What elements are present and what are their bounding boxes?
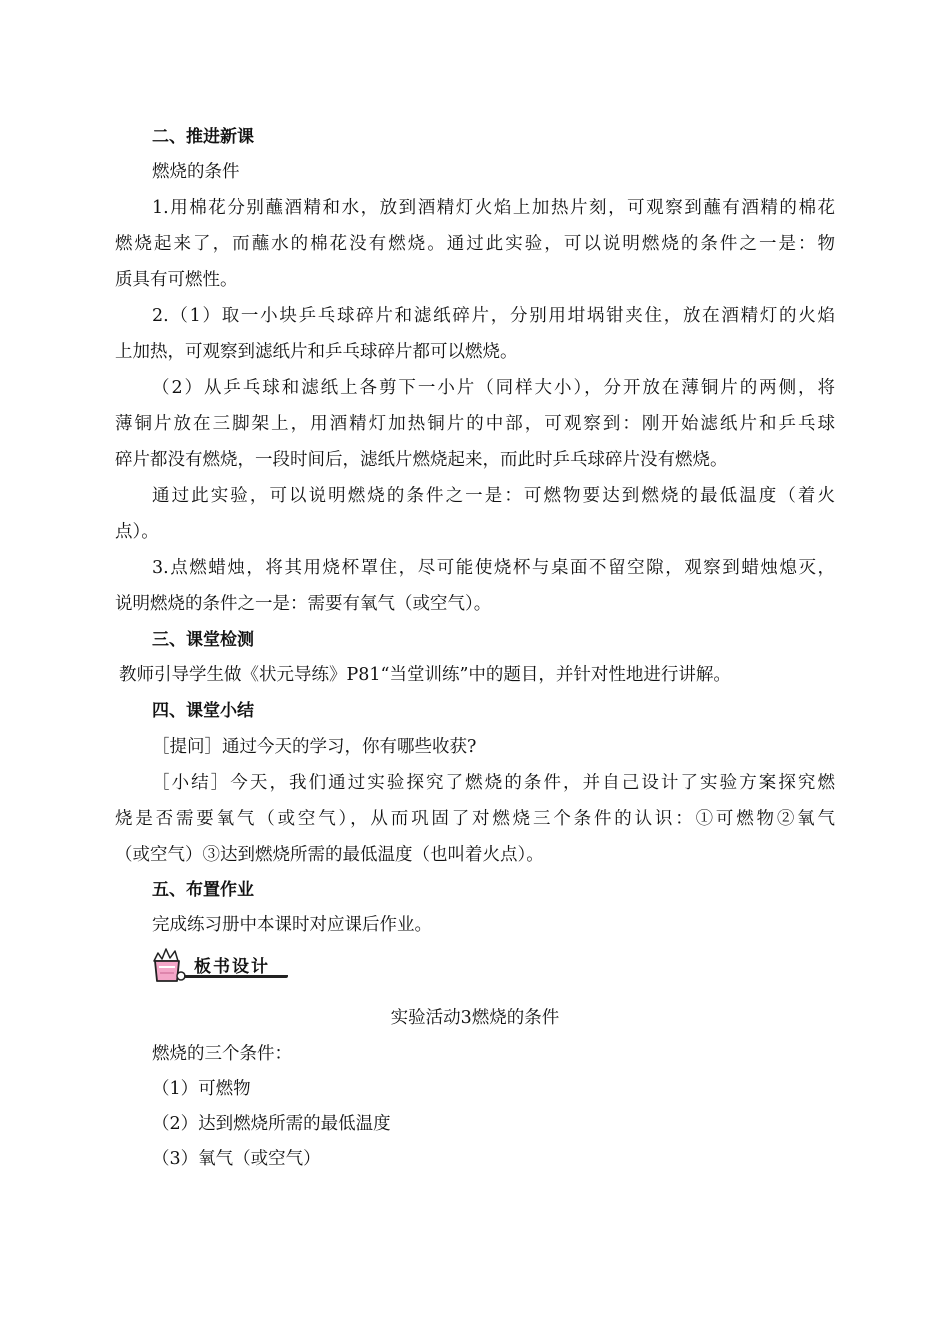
summary-question: ［提问］通过今天的学习，你有哪些收获?	[152, 737, 477, 757]
paragraph-line: 质具有可燃性。	[115, 270, 238, 290]
board-list-item: （3）氧气（或空气）	[152, 1149, 321, 1169]
paragraph-line: 烧是否需要氧气（或空气），从而巩固了对燃烧三个条件的认识：①可燃物②氧气	[115, 809, 835, 829]
paragraph-line: 薄铜片放在三脚架上，用酒精灯加热铜片的中部，可观察到：刚开始滤纸片和乒乓球	[115, 414, 835, 434]
paragraph-line: ［小结］今天，我们通过实验探究了燃烧的条件，并自己设计了实验方案探究燃	[152, 773, 835, 793]
paragraph-line: 上加热，可观察到滤纸片和乒乓球碎片都可以燃烧。	[115, 342, 518, 362]
paragraph-line: 碎片都没有燃烧，一段时间后，滤纸片燃烧起来，而此时乒乓球碎片没有燃烧。	[115, 450, 728, 470]
paragraph-line: 说明燃烧的条件之一是：需要有氧气（或空气）。	[115, 594, 492, 614]
section-heading-homework: 五、布置作业	[152, 880, 254, 900]
paragraph-line: 教师引导学生做《状元导练》P81“当堂训练”中的题目，并针对性地进行讲解。	[119, 665, 731, 685]
board-list-item: （2）达到燃烧所需的最低温度	[152, 1114, 391, 1134]
paragraph-line: 2.（1）取一小块乒乓球碎片和滤纸碎片，分别用坩埚钳夹住，放在酒精灯的火焰	[152, 306, 835, 326]
board-list-item: （1）可燃物	[152, 1079, 251, 1099]
paragraph-line: 3.点燃蜡烛，将其用烧杯罩住，尽可能使烧杯与桌面不留空隙，观察到蜡烛熄灭，	[152, 558, 835, 578]
board-title: 实验活动3燃烧的条件	[390, 1008, 560, 1028]
paragraph-line: 完成练习册中本课时对应课后作业。	[152, 915, 432, 935]
section-heading-class-summary: 四、课堂小结	[152, 701, 254, 721]
section-heading-new-lesson: 二、推进新课	[152, 127, 254, 147]
board-intro: 燃烧的三个条件：	[152, 1044, 292, 1064]
section-heading-class-check: 三、课堂检测	[152, 630, 254, 650]
paragraph-line: 点）。	[115, 522, 159, 542]
board-design-banner	[148, 943, 293, 983]
paragraph-line: 1.用棉花分别蘸酒精和水，放到酒精灯火焰上加热片刻，可观察到蘸有酒精的棉花	[152, 198, 835, 218]
paragraph-line: 通过此实验，可以说明燃烧的条件之一是：可燃物要达到燃烧的最低温度（着火	[152, 486, 835, 506]
paragraph-line: 燃烧起来了，而蘸水的棉花没有燃烧。通过此实验，可以说明燃烧的条件之一是：物	[115, 234, 835, 254]
subtitle-combustion-conditions: 燃烧的条件	[152, 162, 240, 182]
paragraph-line: （或空气）③达到燃烧所需的最低温度（也叫着火点）。	[115, 845, 544, 865]
banner-label: 板书设计	[194, 957, 270, 977]
paragraph-line: （2）从乒乓球和滤纸上各剪下一小片（同样大小），分开放在薄铜片的两侧，将	[152, 378, 835, 398]
